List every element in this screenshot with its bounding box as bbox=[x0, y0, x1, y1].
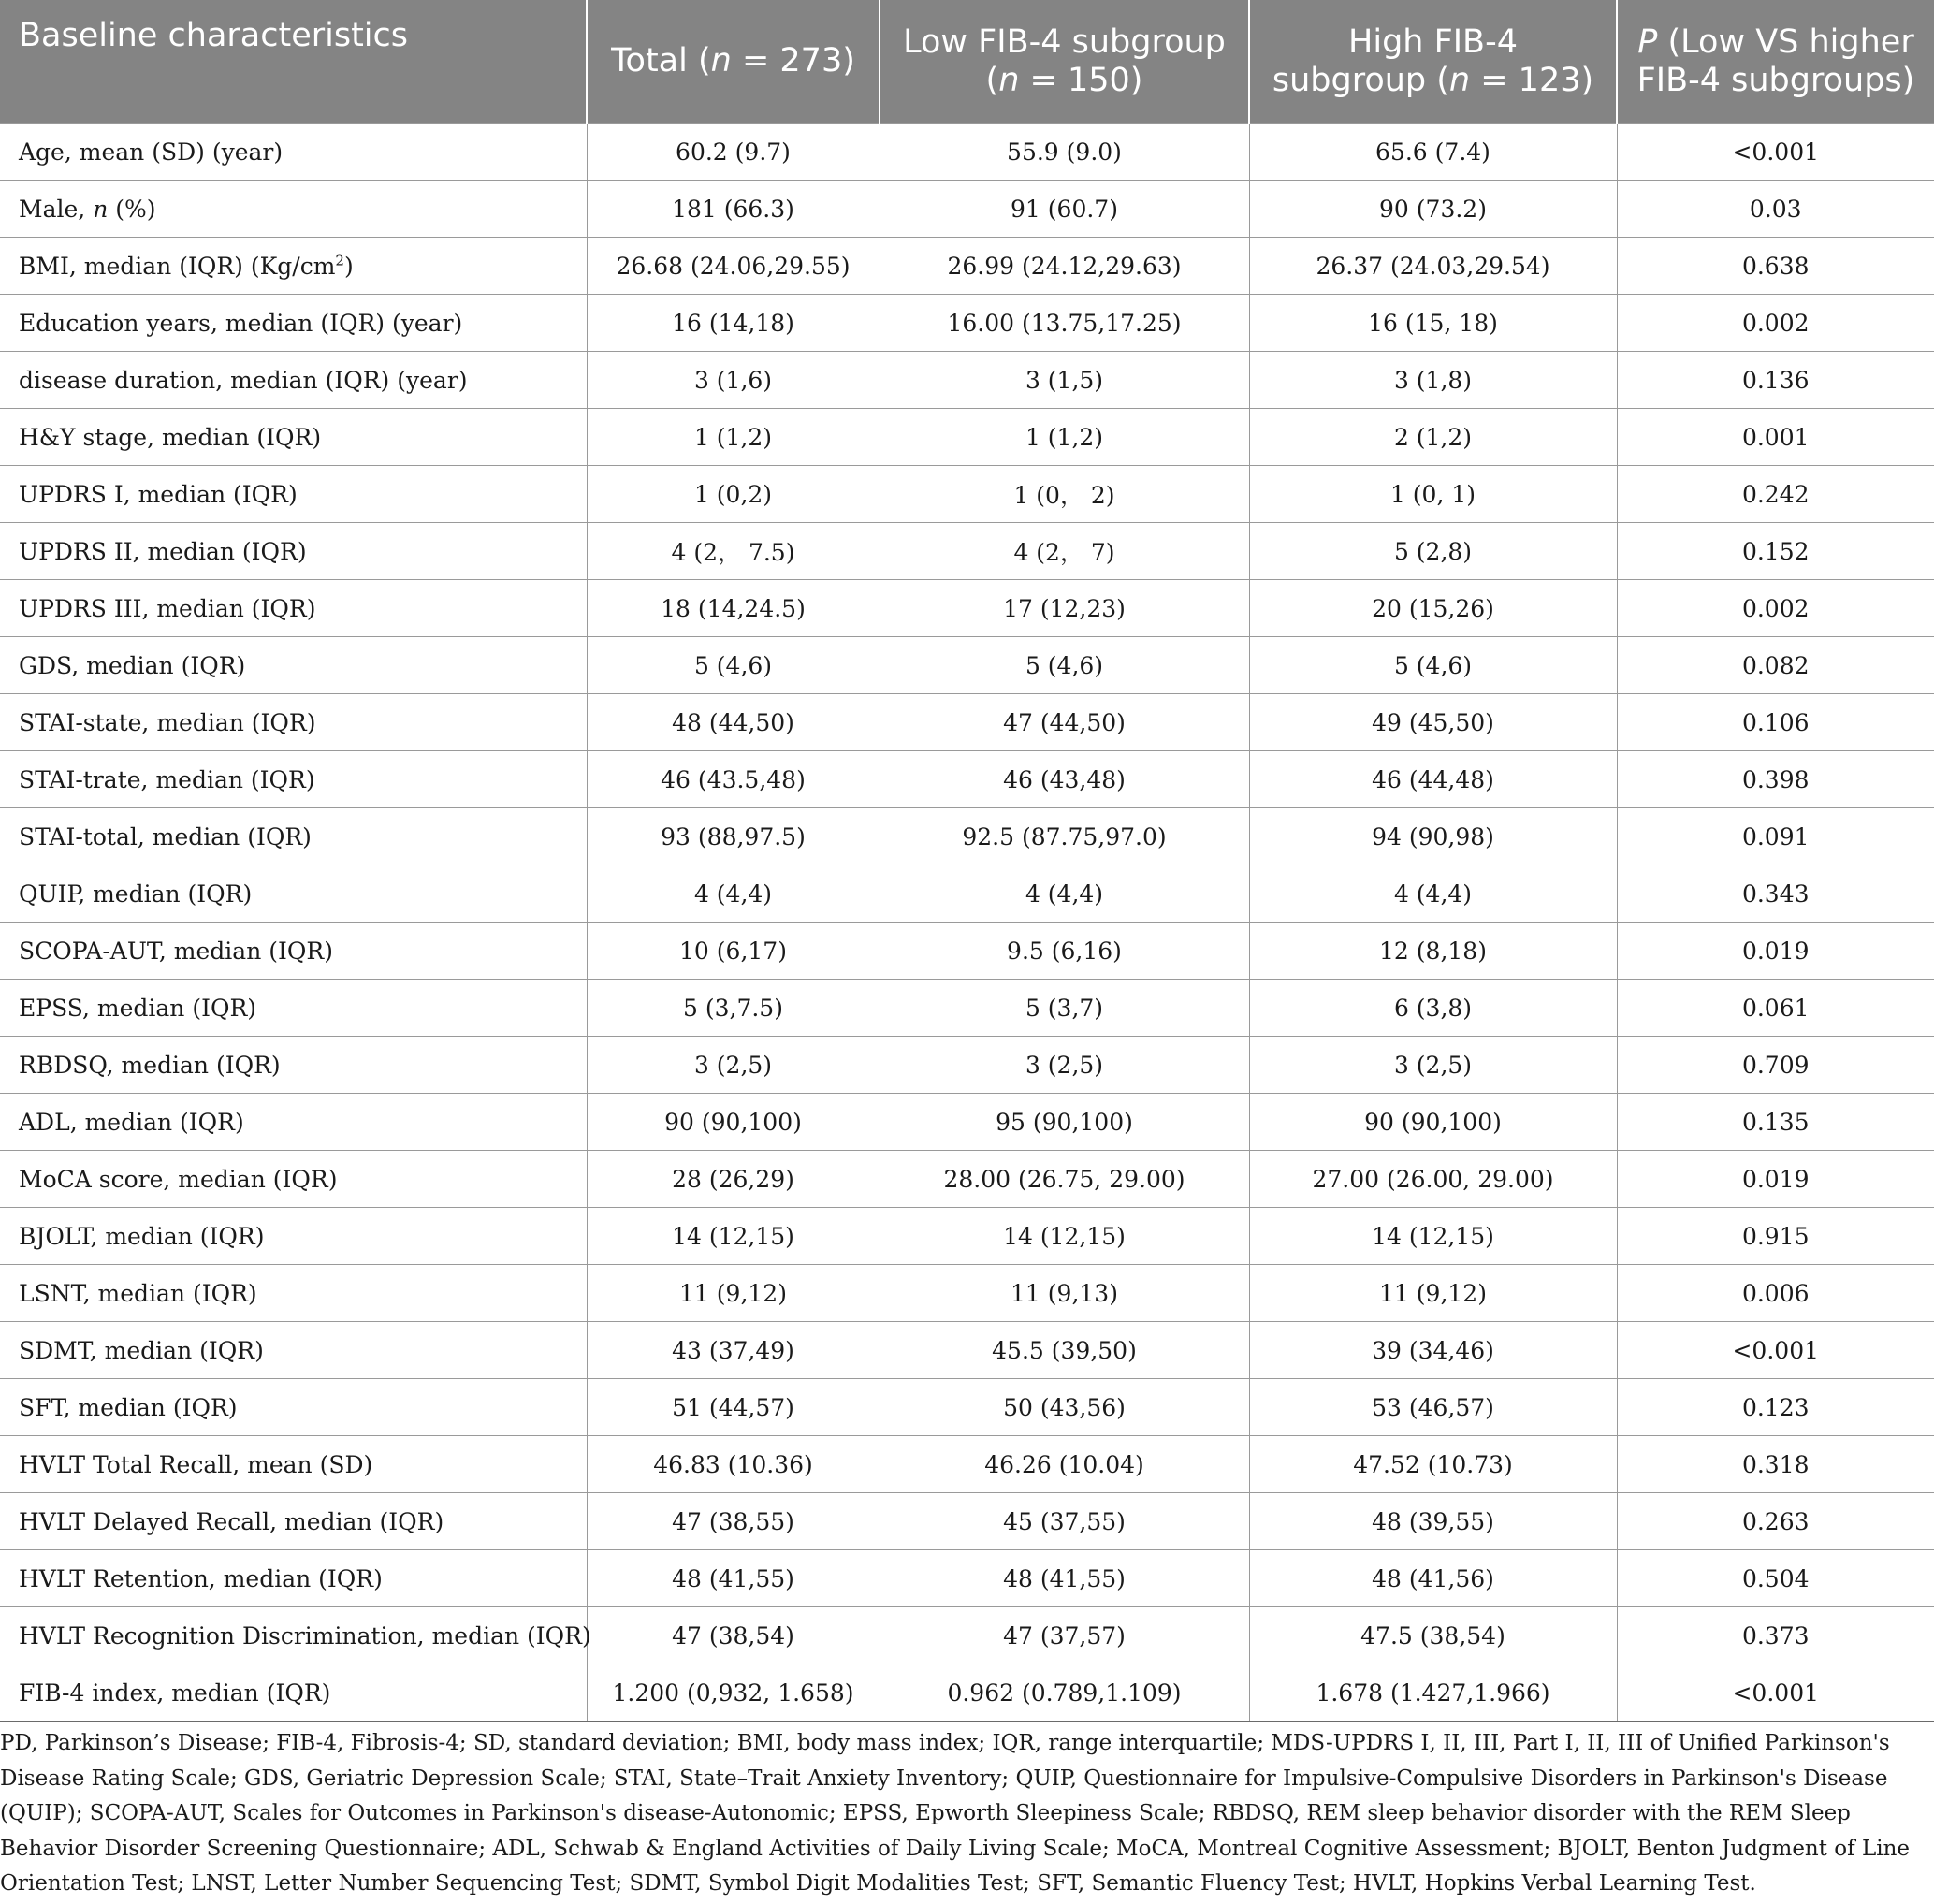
header-baseline-characteristics: Baseline characteristics bbox=[0, 0, 587, 124]
cell-high-fib4: 4 (4,4) bbox=[1249, 865, 1617, 923]
cell-total: 47 (38,54) bbox=[587, 1607, 880, 1664]
cell-high-fib4: 48 (41,56) bbox=[1249, 1550, 1617, 1607]
table-row bbox=[0, 124, 1934, 181]
row-label: Male, n (%) bbox=[0, 181, 587, 238]
header-total: Total (n = 273) bbox=[587, 0, 880, 124]
table-row bbox=[0, 352, 1934, 409]
cell-total: 4 (4,4) bbox=[587, 865, 880, 923]
cell-high-fib4: 1 (0, 1) bbox=[1249, 466, 1617, 523]
cell-p-value: 0.152 bbox=[1617, 523, 1934, 580]
cell-p-value: 0.106 bbox=[1617, 694, 1934, 751]
cell-total: 1 (0,2) bbox=[587, 466, 880, 523]
row-label: disease duration, median (IQR) (year) bbox=[0, 352, 587, 409]
table-row bbox=[0, 409, 1934, 466]
cell-total: 4 (2， 7.5) bbox=[587, 523, 880, 580]
cell-total: 47 (38,55) bbox=[587, 1493, 880, 1550]
row-label: UPDRS II, median (IQR) bbox=[0, 523, 587, 580]
row-label: H&Y stage, median (IQR) bbox=[0, 409, 587, 466]
table-row bbox=[0, 1664, 1934, 1722]
cell-low-fib4: 46 (43,48) bbox=[880, 751, 1249, 808]
cell-total: 5 (4,6) bbox=[587, 637, 880, 694]
row-label: Education years, median (IQR) (year) bbox=[0, 295, 587, 352]
table-row bbox=[0, 865, 1934, 923]
cell-low-fib4: 16.00 (13.75,17.25) bbox=[880, 295, 1249, 352]
table-row bbox=[0, 1607, 1934, 1664]
row-label: UPDRS III, median (IQR) bbox=[0, 580, 587, 637]
cell-total: 93 (88,97.5) bbox=[587, 808, 880, 865]
cell-high-fib4: 49 (45,50) bbox=[1249, 694, 1617, 751]
row-label: HVLT Delayed Recall, median (IQR) bbox=[0, 1493, 587, 1550]
cell-p-value: 0.123 bbox=[1617, 1379, 1934, 1436]
cell-total: 3 (2,5) bbox=[587, 1037, 880, 1094]
cell-p-value: <0.001 bbox=[1617, 1664, 1934, 1722]
row-label: ADL, median (IQR) bbox=[0, 1094, 587, 1151]
cell-p-value: 0.398 bbox=[1617, 751, 1934, 808]
cell-low-fib4: 14 (12,15) bbox=[880, 1208, 1249, 1265]
table-body bbox=[0, 124, 1934, 1722]
cell-high-fib4: 47.5 (38,54) bbox=[1249, 1607, 1617, 1664]
cell-total: 48 (44,50) bbox=[587, 694, 880, 751]
row-label: SCOPA-AUT, median (IQR) bbox=[0, 923, 587, 980]
cell-total: 181 (66.3) bbox=[587, 181, 880, 238]
cell-total: 1 (1,2) bbox=[587, 409, 880, 466]
cell-total: 51 (44,57) bbox=[587, 1379, 880, 1436]
cell-p-value: 0.709 bbox=[1617, 1037, 1934, 1094]
row-label: BJOLT, median (IQR) bbox=[0, 1208, 587, 1265]
cell-high-fib4: 16 (15, 18) bbox=[1249, 295, 1617, 352]
table-row bbox=[0, 1094, 1934, 1151]
cell-p-value: <0.001 bbox=[1617, 1322, 1934, 1379]
cell-high-fib4: 3 (2,5) bbox=[1249, 1037, 1617, 1094]
cell-low-fib4: 3 (1,5) bbox=[880, 352, 1249, 409]
cell-p-value: 0.638 bbox=[1617, 238, 1934, 295]
cell-low-fib4: 11 (9,13) bbox=[880, 1265, 1249, 1322]
cell-low-fib4: 46.26 (10.04) bbox=[880, 1436, 1249, 1493]
table-row bbox=[0, 1322, 1934, 1379]
cell-p-value: 0.019 bbox=[1617, 923, 1934, 980]
table-row bbox=[0, 694, 1934, 751]
cell-total: 3 (1,6) bbox=[587, 352, 880, 409]
cell-low-fib4: 45 (37,55) bbox=[880, 1493, 1249, 1550]
cell-p-value: 0.002 bbox=[1617, 580, 1934, 637]
cell-total: 11 (9,12) bbox=[587, 1265, 880, 1322]
cell-low-fib4: 91 (60.7) bbox=[880, 181, 1249, 238]
table-row bbox=[0, 751, 1934, 808]
table-row bbox=[0, 637, 1934, 694]
cell-low-fib4: 47 (44,50) bbox=[880, 694, 1249, 751]
header-row bbox=[0, 0, 1934, 124]
row-label: QUIP, median (IQR) bbox=[0, 865, 587, 923]
table-row bbox=[0, 238, 1934, 295]
cell-p-value: 0.318 bbox=[1617, 1436, 1934, 1493]
cell-p-value: <0.001 bbox=[1617, 124, 1934, 181]
cell-high-fib4: 2 (1,2) bbox=[1249, 409, 1617, 466]
cell-low-fib4: 47 (37,57) bbox=[880, 1607, 1249, 1664]
row-label: STAI-trate, median (IQR) bbox=[0, 751, 587, 808]
cell-total: 26.68 (24.06,29.55) bbox=[587, 238, 880, 295]
cell-low-fib4: 4 (4,4) bbox=[880, 865, 1249, 923]
cell-low-fib4: 5 (3,7) bbox=[880, 980, 1249, 1037]
cell-p-value: 0.082 bbox=[1617, 637, 1934, 694]
cell-high-fib4: 48 (39,55) bbox=[1249, 1493, 1617, 1550]
cell-high-fib4: 53 (46,57) bbox=[1249, 1379, 1617, 1436]
cell-p-value: 0.504 bbox=[1617, 1550, 1934, 1607]
table-row bbox=[0, 1379, 1934, 1436]
cell-p-value: 0.343 bbox=[1617, 865, 1934, 923]
cell-low-fib4: 45.5 (39,50) bbox=[880, 1322, 1249, 1379]
row-label: Age, mean (SD) (year) bbox=[0, 124, 587, 181]
table-row bbox=[0, 1037, 1934, 1094]
table-row bbox=[0, 1493, 1934, 1550]
cell-total: 48 (41,55) bbox=[587, 1550, 880, 1607]
cell-p-value: 0.001 bbox=[1617, 409, 1934, 466]
cell-high-fib4: 5 (2,8) bbox=[1249, 523, 1617, 580]
cell-total: 60.2 (9.7) bbox=[587, 124, 880, 181]
table-row bbox=[0, 295, 1934, 352]
cell-high-fib4: 12 (8,18) bbox=[1249, 923, 1617, 980]
row-label: SFT, median (IQR) bbox=[0, 1379, 587, 1436]
table-row bbox=[0, 523, 1934, 580]
table-footnote: PD, Parkinson’s Disease; FIB-4, Fibrosis-4; SD, standard deviation; BMI, body mass index; IQR, range interquartile; MDS-UPDRS I, II, III, Part I, II, III of Unified Parkinson's Disease Rating Scale; GDS, Geriatric Depression Scale; STAI, State–Trait Anxiety Inventory; QUIP, Questionnaire for Impulsive-Compulsive Disorders in Parkinson's Disease (QUIP); SCOPA-AUT, Scales for Outcomes in Parkinson's disease-Autonomic; EPSS, Epworth Sleepiness Scale; RBDSQ, REM sleep behavior disorder with the REM Sleep Behavior Disorder Screening Questionnaire; ADL, Schwab & England Activities of Daily Living Scale; MoCA, Montreal Cognitive Assessment; BJOLT, Benton Judgment of Line Orientation Test; LNST, Letter Number Sequencing Test; SDMT, Symbol Digit Modalities Test; SFT, Semantic Fluency Test; HVLT, Hopkins Verbal Learning Test. bbox=[0, 1731, 1911, 1896]
row-label: MoCA score, median (IQR) bbox=[0, 1151, 587, 1208]
cell-high-fib4: 3 (1,8) bbox=[1249, 352, 1617, 409]
row-label: UPDRS I, median (IQR) bbox=[0, 466, 587, 523]
cell-low-fib4: 50 (43,56) bbox=[880, 1379, 1249, 1436]
cell-p-value: 0.242 bbox=[1617, 466, 1934, 523]
cell-low-fib4: 0.962 (0.789,1.109) bbox=[880, 1664, 1249, 1722]
cell-p-value: 0.002 bbox=[1617, 295, 1934, 352]
row-label: SDMT, median (IQR) bbox=[0, 1322, 587, 1379]
cell-low-fib4: 4 (2， 7) bbox=[880, 523, 1249, 580]
cell-total: 14 (12,15) bbox=[587, 1208, 880, 1265]
cell-low-fib4: 9.5 (6,16) bbox=[880, 923, 1249, 980]
cell-p-value: 0.136 bbox=[1617, 352, 1934, 409]
cell-low-fib4: 3 (2,5) bbox=[880, 1037, 1249, 1094]
row-label: BMI, median (IQR) $(Kg/cm^2)$ bbox=[0, 238, 587, 295]
cell-high-fib4: 6 (3,8) bbox=[1249, 980, 1617, 1037]
cell-high-fib4: 46 (44,48) bbox=[1249, 751, 1617, 808]
cell-p-value: 0.03 bbox=[1617, 181, 1934, 238]
cell-low-fib4: 28.00 (26.75, 29.00) bbox=[880, 1151, 1249, 1208]
cell-total: 28 (26,29) bbox=[587, 1151, 880, 1208]
cell-p-value: 0.135 bbox=[1617, 1094, 1934, 1151]
header-low-fib4: Low FIB-4 subgroup (n = 150) bbox=[880, 0, 1249, 124]
cell-low-fib4: 26.99 (24.12,29.63) bbox=[880, 238, 1249, 295]
table-row bbox=[0, 1265, 1934, 1322]
cell-high-fib4: 14 (12,15) bbox=[1249, 1208, 1617, 1265]
cell-total: 90 (90,100) bbox=[587, 1094, 880, 1151]
cell-high-fib4: 27.00 (26.00, 29.00) bbox=[1249, 1151, 1617, 1208]
cell-total: 46.83 (10.36) bbox=[587, 1436, 880, 1493]
row-label: GDS, median (IQR) bbox=[0, 637, 587, 694]
table-row bbox=[0, 181, 1934, 238]
cell-high-fib4: 1.678 (1.427,1.966) bbox=[1249, 1664, 1617, 1722]
table-row bbox=[0, 580, 1934, 637]
cell-total: 10 (6,17) bbox=[587, 923, 880, 980]
table-row bbox=[0, 980, 1934, 1037]
row-label: HVLT Total Recall, mean (SD) bbox=[0, 1436, 587, 1493]
cell-total: 16 (14,18) bbox=[587, 295, 880, 352]
cell-high-fib4: 20 (15,26) bbox=[1249, 580, 1617, 637]
table-row bbox=[0, 1208, 1934, 1265]
cell-high-fib4: 65.6 (7.4) bbox=[1249, 124, 1617, 181]
cell-low-fib4: 92.5 (87.75,97.0) bbox=[880, 808, 1249, 865]
cell-high-fib4: 47.52 (10.73) bbox=[1249, 1436, 1617, 1493]
cell-low-fib4: 1 (1,2) bbox=[880, 409, 1249, 466]
cell-low-fib4: 17 (12,23) bbox=[880, 580, 1249, 637]
cell-total: 46 (43.5,48) bbox=[587, 751, 880, 808]
cell-total: 5 (3,7.5) bbox=[587, 980, 880, 1037]
cell-p-value: 0.019 bbox=[1617, 1151, 1934, 1208]
table-row bbox=[0, 1550, 1934, 1607]
cell-p-value: 0.091 bbox=[1617, 808, 1934, 865]
row-label: RBDSQ, median (IQR) bbox=[0, 1037, 587, 1094]
row-label: LSNT, median (IQR) bbox=[0, 1265, 587, 1322]
table-row bbox=[0, 1151, 1934, 1208]
cell-low-fib4: 1 (0， 2) bbox=[880, 466, 1249, 523]
cell-high-fib4: 11 (9,12) bbox=[1249, 1265, 1617, 1322]
cell-p-value: 0.006 bbox=[1617, 1265, 1934, 1322]
header-p-value: P (Low VS higher FIB-4 subgroups) bbox=[1617, 0, 1934, 124]
table-row bbox=[0, 808, 1934, 865]
row-label: STAI-total, median (IQR) bbox=[0, 808, 587, 865]
row-label: FIB-4 index, median (IQR) bbox=[0, 1664, 587, 1722]
cell-high-fib4: 90 (73.2) bbox=[1249, 181, 1617, 238]
cell-total: 1.200 (0,932, 1.658) bbox=[587, 1664, 880, 1722]
table-header bbox=[0, 0, 1934, 124]
row-label: HVLT Retention, median (IQR) bbox=[0, 1550, 587, 1607]
cell-total: 18 (14,24.5) bbox=[587, 580, 880, 637]
cell-high-fib4: 39 (34,46) bbox=[1249, 1322, 1617, 1379]
cell-low-fib4: 95 (90,100) bbox=[880, 1094, 1249, 1151]
cell-p-value: 0.263 bbox=[1617, 1493, 1934, 1550]
row-label: HVLT Recognition Discrimination, median (IQR) bbox=[0, 1607, 587, 1664]
cell-low-fib4: 5 (4,6) bbox=[880, 637, 1249, 694]
table-row bbox=[0, 466, 1934, 523]
cell-low-fib4: 55.9 (9.0) bbox=[880, 124, 1249, 181]
cell-p-value: 0.061 bbox=[1617, 980, 1934, 1037]
cell-total: 43 (37,49) bbox=[587, 1322, 880, 1379]
row-label: EPSS, median (IQR) bbox=[0, 980, 587, 1037]
header-high-fib4: High FIB-4 subgroup (n = 123) bbox=[1249, 0, 1617, 124]
cell-low-fib4: 48 (41,55) bbox=[880, 1550, 1249, 1607]
table-row bbox=[0, 923, 1934, 980]
cell-p-value: 0.915 bbox=[1617, 1208, 1934, 1265]
cell-high-fib4: 5 (4,6) bbox=[1249, 637, 1617, 694]
cell-high-fib4: 90 (90,100) bbox=[1249, 1094, 1617, 1151]
cell-p-value: 0.373 bbox=[1617, 1607, 1934, 1664]
table-row bbox=[0, 1436, 1934, 1493]
cell-high-fib4: 94 (90,98) bbox=[1249, 808, 1617, 865]
cell-high-fib4: 26.37 (24.03,29.54) bbox=[1249, 238, 1617, 295]
row-label: STAI-state, median (IQR) bbox=[0, 694, 587, 751]
